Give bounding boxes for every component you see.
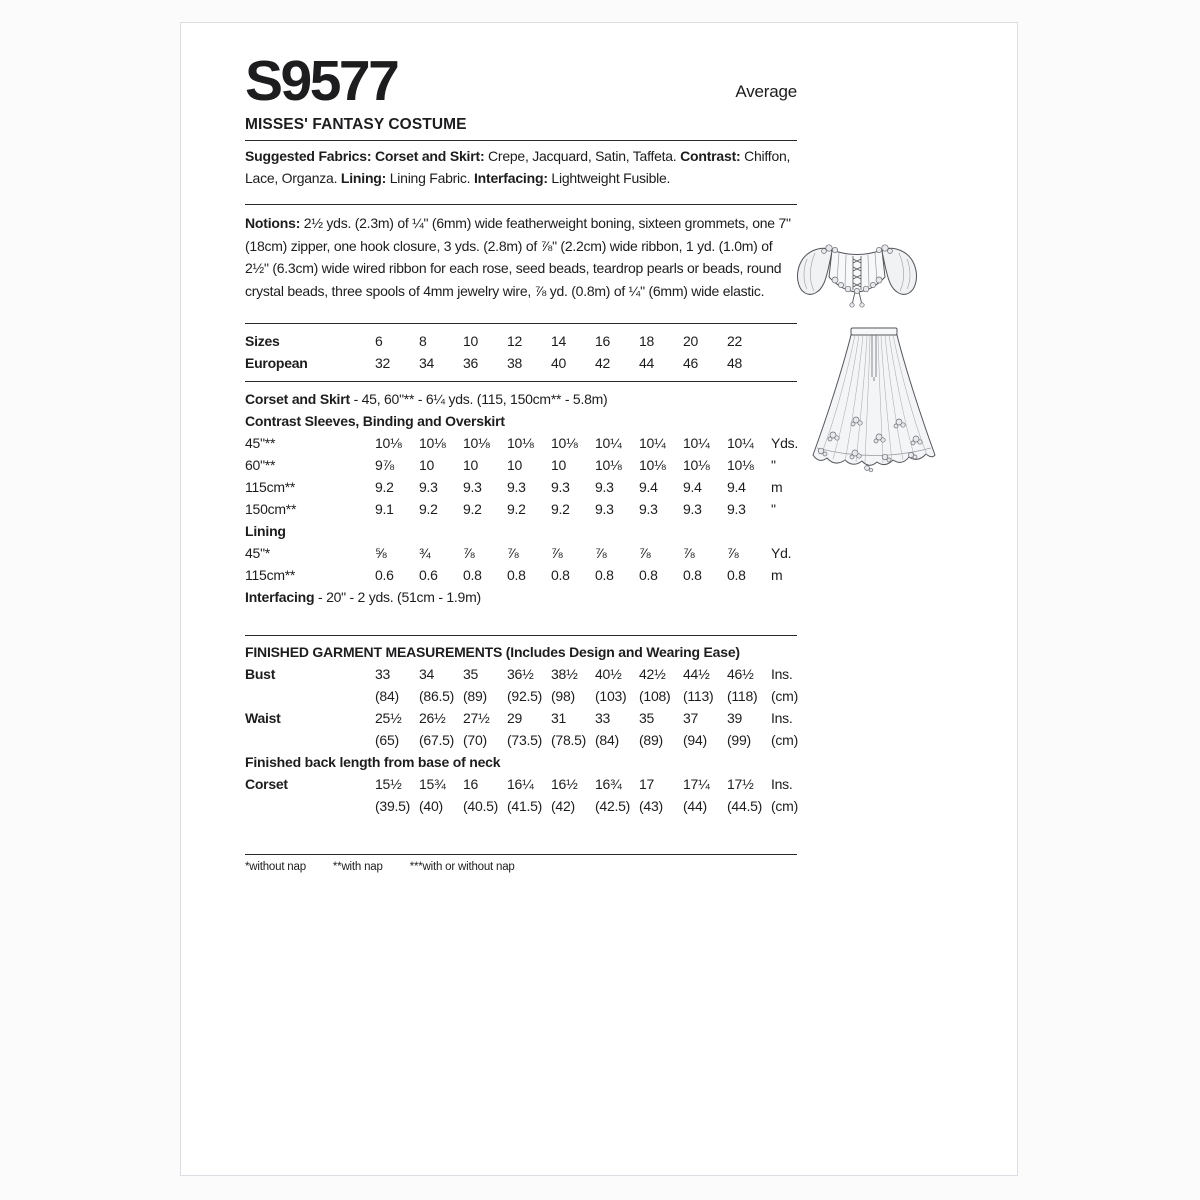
interfacing-text: Lightweight Fusible. [547, 169, 671, 186]
table-cell: 33 [595, 710, 611, 727]
divider [245, 854, 797, 855]
table-cell: 36 [463, 355, 479, 372]
table-row-corset-cm [245, 795, 797, 817]
unit-label: Yds. [771, 435, 799, 452]
table-cell: 35 [463, 666, 479, 683]
garment-illustrations [791, 237, 991, 475]
table-cell: (99) [727, 732, 751, 749]
table-cell: 9.3 [595, 479, 614, 496]
table-cell: 39 [727, 710, 743, 727]
table-cell: 0.8 [507, 567, 526, 584]
table-cell: (43) [639, 798, 663, 815]
table-cell: 9.4 [727, 479, 746, 496]
table-cell: 10 [551, 457, 567, 474]
table-cell: 10¼ [639, 435, 666, 452]
table-cell: 10⅛ [419, 435, 446, 452]
table-cell: 9.4 [683, 479, 702, 496]
table-cell: (89) [639, 732, 663, 749]
corset-illustration [791, 237, 923, 313]
table-cell: 0.8 [551, 567, 570, 584]
difficulty-rating: Average [735, 82, 797, 102]
table-cell: 31 [551, 710, 567, 727]
table-cell: (94) [683, 732, 707, 749]
yardage-table [245, 388, 797, 608]
table-cell: 9.4 [639, 479, 658, 496]
notions-text: 2½ yds. (2.3m) of ¼" (6mm) wide featherweight boning, sixteen grommets, one 7" (18cm) zipper, one hook closure, 3 yds. (2.8m) of ⅞" (2.2cm) wide ribbon, 1 yd. (1.0m) of 2½" (6.3cm) wide wired ribbon for each rose, seed beads, teardrop pearls or beads, round crystal beads, three spools of 4mm jewelry wire, ⅞ yd. (0.8m) of ¼" (6mm) wide elastic. [245, 215, 791, 299]
table-cell: 33 [375, 666, 391, 683]
table-cell: 16¼ [507, 776, 534, 793]
table-cell: 12 [507, 333, 523, 350]
table-cell: ⅝ [375, 545, 387, 562]
table-cell: 38½ [551, 666, 578, 683]
contrast-subheading: Contrast Sleeves, Binding and Overskirt [245, 413, 505, 430]
table-cell: 9.3 [683, 501, 702, 518]
table-cell: 35 [639, 710, 655, 727]
table-cell: (70) [463, 732, 487, 749]
back-length-heading: Finished back length from base of neck [245, 754, 501, 771]
row-label: European [245, 355, 308, 372]
table-cell: 17¼ [683, 776, 710, 793]
unit-label: m [771, 567, 783, 584]
table-cell: 10⅛ [595, 457, 622, 474]
table-cell: 18 [639, 333, 655, 350]
table-row-bust-in [245, 663, 797, 685]
unit-label: Ins. [771, 710, 793, 727]
table-cell: ⅞ [727, 545, 739, 562]
table-cell: 16¾ [595, 776, 622, 793]
table-cell: ⅞ [507, 545, 519, 562]
unit-label: " [771, 457, 776, 474]
row-label: 45"** [245, 435, 276, 452]
table-cell: 16 [595, 333, 611, 350]
skirt-illustration [799, 325, 949, 475]
table-cell: 9.3 [727, 501, 746, 518]
row-label [245, 685, 375, 707]
table-cell: 10¼ [727, 435, 754, 452]
table-cell: 17½ [727, 776, 754, 793]
table-cell: (92.5) [507, 688, 543, 705]
table-row-european [245, 352, 797, 374]
pattern-number: S9577 [245, 49, 398, 113]
unit-label: (cm) [771, 732, 798, 749]
table-cell: 10⅛ [375, 435, 402, 452]
unit-label: Ins. [771, 776, 793, 793]
row-label: 45"* [245, 545, 270, 562]
lining-label: Lining: [340, 169, 387, 186]
row-label: Sizes [245, 333, 280, 350]
table-cell: 0.8 [683, 567, 702, 584]
table-cell: ⅞ [551, 545, 563, 562]
table-row-bust-cm [245, 685, 797, 707]
table-cell: 16 [463, 776, 479, 793]
table-cell: (86.5) [419, 688, 455, 705]
table-cell: 9.3 [639, 501, 658, 518]
table-cell: ¾ [419, 545, 431, 562]
table-cell: 26½ [419, 710, 446, 727]
table-cell: 44 [639, 355, 655, 372]
table-cell: (44) [683, 798, 707, 815]
divider [245, 323, 797, 324]
table-cell: 9.3 [507, 479, 526, 496]
finished-measurements-table [245, 641, 797, 817]
table-cell: 42½ [639, 666, 666, 683]
table-cell: 9.2 [463, 501, 482, 518]
lining-subheading: Lining [245, 523, 286, 540]
table-cell: ⅞ [639, 545, 651, 562]
corset-skirt-yardage: - 45, 60"** - 6¼ yds. (115, 150cm** - 5.8m) [349, 391, 608, 408]
table-cell: 48 [727, 355, 743, 372]
table-cell: 37 [683, 710, 699, 727]
table-cell: 9⅞ [375, 457, 394, 474]
row-label: 115cm** [245, 479, 296, 496]
table-cell: (118) [727, 688, 758, 705]
unit-label: Yd. [771, 545, 792, 562]
table-cell: 9.3 [419, 479, 438, 496]
row-label [245, 729, 375, 751]
table-cell: ⅞ [683, 545, 695, 562]
lining-text: Lining Fabric. [386, 169, 474, 186]
table-cell: 46 [683, 355, 699, 372]
fabrics-text: Crepe, Jacquard, Satin, Taffeta. [484, 148, 681, 165]
table-cell: 34 [419, 355, 435, 372]
table-cell: 42 [595, 355, 611, 372]
table-cell: (42.5) [595, 798, 631, 815]
envelope-page [180, 22, 1018, 1176]
table-cell: 10 [463, 457, 479, 474]
table-cell: 9.3 [551, 479, 570, 496]
table-cell: 10⅛ [639, 457, 666, 474]
table-cell: 0.8 [595, 567, 614, 584]
table-row-45in [245, 432, 797, 454]
table-cell: 10⅛ [507, 435, 534, 452]
table-cell: 36½ [507, 666, 534, 683]
unit-label: (cm) [771, 688, 798, 705]
table-cell: (84) [595, 732, 619, 749]
table-cell: 8 [419, 333, 427, 350]
table-cell: (73.5) [507, 732, 543, 749]
table-cell: 6 [375, 333, 383, 350]
table-cell: 17 [639, 776, 655, 793]
table-cell: 9.2 [375, 479, 394, 496]
unit-label: Ins. [771, 666, 793, 683]
table-cell: 40½ [595, 666, 622, 683]
table-cell: 40 [551, 355, 567, 372]
table-row-lining-115cm [245, 564, 797, 586]
table-cell: 32 [375, 355, 391, 372]
sizes-table [245, 330, 797, 374]
row-label: Corset [245, 776, 288, 793]
table-cell: 14 [551, 333, 567, 350]
table-row-60in [245, 454, 797, 476]
table-row-waist-in [245, 707, 797, 729]
table-cell: (44.5) [727, 798, 763, 815]
table-cell: 22 [727, 333, 743, 350]
contrast-text: Chiffon, Lace, Organza. [245, 148, 791, 186]
table-cell: 10⅛ [727, 457, 754, 474]
suggested-fabrics-paragraph [245, 146, 797, 189]
pattern-title: MISSES' FANTASY COSTUME [245, 116, 797, 141]
fabrics-label: Suggested Fabrics: Corset and Skirt: [245, 148, 485, 165]
unit-label: " [771, 501, 776, 518]
divider [245, 635, 797, 636]
divider [245, 381, 797, 382]
table-cell: 9.3 [595, 501, 614, 518]
interfacing-yardage-label: Interfacing [245, 589, 315, 606]
footnote-with-or-without-nap: ***with or without nap [409, 861, 515, 874]
masthead [245, 49, 797, 113]
table-cell: (78.5) [551, 732, 587, 749]
table-cell: 27½ [463, 710, 490, 727]
table-cell: 10⅛ [463, 435, 490, 452]
unit-label: m [771, 479, 783, 496]
corset-skirt-yardage-heading [245, 388, 797, 410]
table-row-lining-45in [245, 542, 797, 564]
row-label: Waist [245, 710, 281, 727]
footnote-with-nap: **with nap [332, 861, 383, 874]
table-cell: 0.8 [639, 567, 658, 584]
row-label: 115cm** [245, 567, 296, 584]
table-cell: 9.2 [551, 501, 570, 518]
table-row-150cm [245, 498, 797, 520]
notions-label: Notions: [245, 215, 301, 232]
table-cell: 0.6 [375, 567, 394, 584]
row-label: 150cm** [245, 501, 297, 518]
interfacing-yardage-line [245, 586, 797, 608]
table-cell: 0.8 [463, 567, 482, 584]
table-cell: 0.8 [727, 567, 746, 584]
table-cell: 25½ [375, 710, 402, 727]
table-cell: 10⅛ [683, 457, 710, 474]
table-row-115cm [245, 476, 797, 498]
finished-measurements-heading: FINISHED GARMENT MEASUREMENTS (Includes Design and Wearing Ease) [245, 644, 740, 661]
table-row-sizes [245, 330, 797, 352]
table-cell: 10 [507, 457, 523, 474]
table-cell: (98) [551, 688, 575, 705]
table-cell: (41.5) [507, 798, 543, 815]
table-cell: (39.5) [375, 798, 411, 815]
table-cell: 46½ [727, 666, 754, 683]
footnotes [245, 861, 797, 873]
table-cell: (65) [375, 732, 399, 749]
row-label: Bust [245, 666, 276, 683]
footnote-without-nap: *without nap [245, 861, 306, 874]
table-cell: 10 [463, 333, 479, 350]
table-cell: (113) [683, 688, 714, 705]
table-cell: 9.2 [419, 501, 438, 518]
table-cell: 15½ [375, 776, 402, 793]
table-cell: ⅞ [463, 545, 475, 562]
table-cell: 10¼ [683, 435, 710, 452]
table-cell: 9.1 [375, 501, 394, 518]
table-cell: 38 [507, 355, 523, 372]
table-cell: 15¾ [419, 776, 446, 793]
contrast-label: Contrast: [680, 148, 741, 165]
table-cell: (84) [375, 688, 399, 705]
table-cell: ⅞ [595, 545, 607, 562]
table-cell: 10 [419, 457, 435, 474]
table-cell: (67.5) [419, 732, 455, 749]
table-cell: (108) [639, 688, 671, 705]
unit-label: (cm) [771, 798, 798, 815]
table-cell: 9.2 [507, 501, 526, 518]
interfacing-yardage: - 20" - 2 yds. (51cm - 1.9m) [314, 589, 481, 606]
notions-paragraph [245, 212, 797, 302]
table-cell: 0.6 [419, 567, 438, 584]
table-cell: 9.3 [463, 479, 482, 496]
table-cell: 16½ [551, 776, 578, 793]
interfacing-label: Interfacing: [473, 169, 548, 186]
table-cell: (89) [463, 688, 487, 705]
divider [245, 204, 797, 205]
table-cell: 20 [683, 333, 699, 350]
corset-skirt-label: Corset and Skirt [245, 391, 350, 408]
table-row-waist-cm [245, 729, 797, 751]
row-label: 60"** [245, 457, 276, 474]
content-column [245, 23, 797, 873]
table-cell: (103) [595, 688, 627, 705]
row-label [245, 795, 375, 817]
table-cell: 10⅛ [551, 435, 578, 452]
table-row-corset-in [245, 773, 797, 795]
table-cell: 44½ [683, 666, 710, 683]
table-cell: (40) [419, 798, 443, 815]
table-cell: (42) [551, 798, 575, 815]
table-cell: 34 [419, 666, 435, 683]
table-cell: (40.5) [463, 798, 499, 815]
table-cell: 10¼ [595, 435, 622, 452]
table-cell: 29 [507, 710, 523, 727]
